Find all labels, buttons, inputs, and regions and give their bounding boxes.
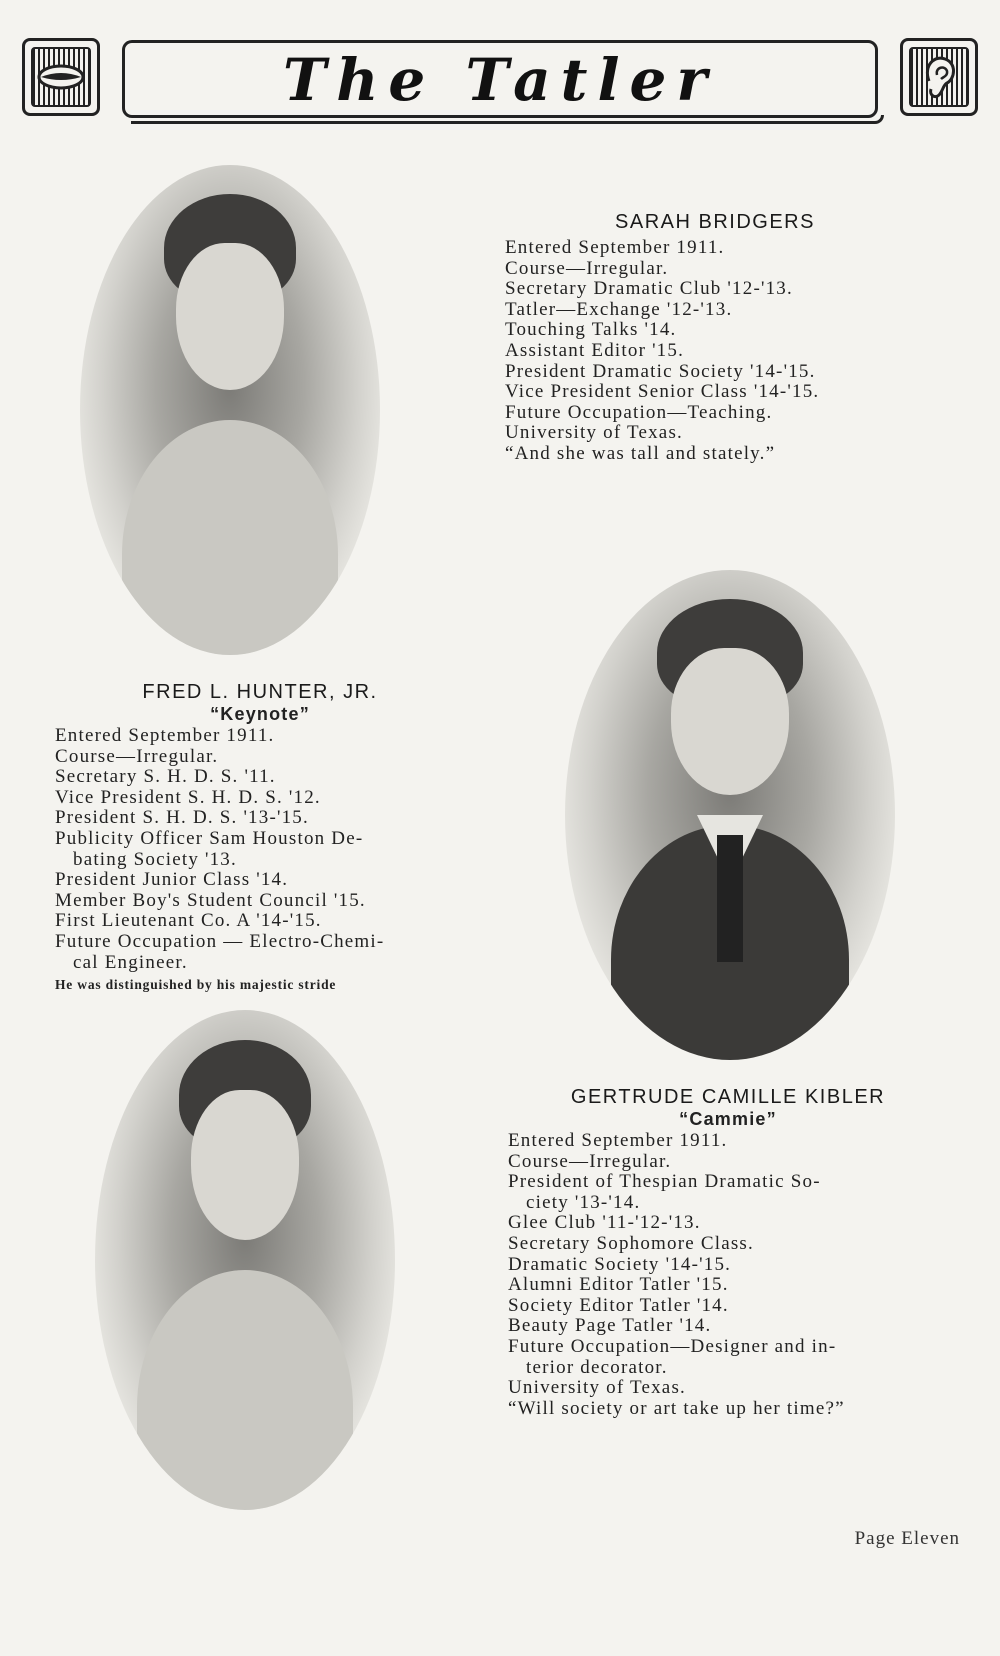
bio-line: terior decorator.: [526, 1356, 668, 1378]
bio-line: Course—Irregular.: [55, 745, 219, 767]
ear-emblem: [900, 38, 978, 116]
bio-line: ciety '13-'14.: [526, 1191, 641, 1213]
portrait-fred-hunter: [565, 570, 895, 1060]
bio-quote: He was distinguished by his majestic stride: [55, 977, 337, 993]
bio-line: Tatler—Exchange '12-'13.: [505, 298, 733, 320]
bio-fred-hunter: [55, 680, 465, 996]
bio-line: Beauty Page Tatler '14.: [508, 1315, 712, 1337]
bio-quote: “And she was tall and stately.”: [505, 442, 776, 464]
ear-icon: [913, 51, 965, 103]
bio-line: University of Texas.: [508, 1377, 686, 1399]
portrait-gertrude-kibler: [95, 1010, 395, 1510]
publication-title: The Tatler: [283, 46, 717, 114]
bio-line: Alumni Editor Tatler '15.: [508, 1274, 729, 1296]
bio-line: Course—Irregular.: [505, 257, 669, 279]
bio-line: Course—Irregular.: [508, 1150, 672, 1172]
bio-line: Future Occupation—Designer and in-: [508, 1335, 837, 1357]
bio-line: Dramatic Society '14-'15.: [508, 1253, 732, 1275]
bio-line: bating Society '13.: [73, 848, 237, 870]
bio-line: cal Engineer.: [73, 951, 188, 973]
bio-line: Entered September 1911.: [505, 237, 725, 258]
bio-line: Secretary Dramatic Club '12-'13.: [505, 278, 793, 300]
bio-line: Secretary S. H. D. S. '11.: [55, 766, 276, 788]
bio-line: President S. H. D. S. '13-'15.: [55, 807, 309, 829]
lips-emblem: [22, 38, 100, 116]
bio-line: President Junior Class '14.: [55, 869, 289, 891]
student-name: FRED L. HUNTER, JR.: [142, 681, 378, 703]
bio-line: Vice President S. H. D. S. '12.: [55, 786, 321, 808]
bio-sarah-bridgers: [505, 210, 925, 465]
bio-line: Touching Talks '14.: [505, 319, 677, 341]
student-name: SARAH BRIDGERS: [615, 211, 815, 233]
bio-line: University of Texas.: [505, 422, 683, 444]
title-banner: [122, 40, 878, 118]
bio-gertrude-kibler: [508, 1085, 948, 1419]
portrait-sarah-bridgers: [80, 165, 380, 655]
bio-line: Future Occupation — Electro-Chemi-: [55, 930, 385, 952]
bio-line: First Lieutenant Co. A '14-'15.: [55, 910, 322, 932]
bio-line: Glee Club '11-'12-'13.: [508, 1212, 701, 1234]
bio-line: President Dramatic Society '14-'15.: [505, 360, 816, 382]
bio-line: Future Occupation—Teaching.: [505, 401, 773, 423]
bio-line: Entered September 1911.: [55, 725, 275, 746]
bio-line: Entered September 1911.: [508, 1130, 728, 1151]
bio-line: Assistant Editor '15.: [505, 339, 685, 361]
bio-line: Secretary Sophomore Class.: [508, 1232, 754, 1254]
student-nickname: “Keynote”: [210, 704, 310, 724]
lips-icon: [35, 51, 87, 103]
bio-line: Member Boy's Student Council '15.: [55, 889, 366, 911]
student-nickname: “Cammie”: [679, 1109, 777, 1129]
bio-line: President of Thespian Dramatic So-: [508, 1171, 821, 1193]
bio-line: Society Editor Tatler '14.: [508, 1294, 729, 1316]
masthead: [22, 36, 978, 122]
bio-quote: “Will society or art take up her time?”: [508, 1397, 845, 1419]
student-name: GERTRUDE CAMILLE KIBLER: [570, 1086, 886, 1108]
bio-line: Publicity Officer Sam Houston De-: [55, 827, 364, 849]
bio-line: Vice President Senior Class '14-'15.: [505, 381, 820, 403]
page-number: Page Eleven: [854, 1528, 960, 1549]
